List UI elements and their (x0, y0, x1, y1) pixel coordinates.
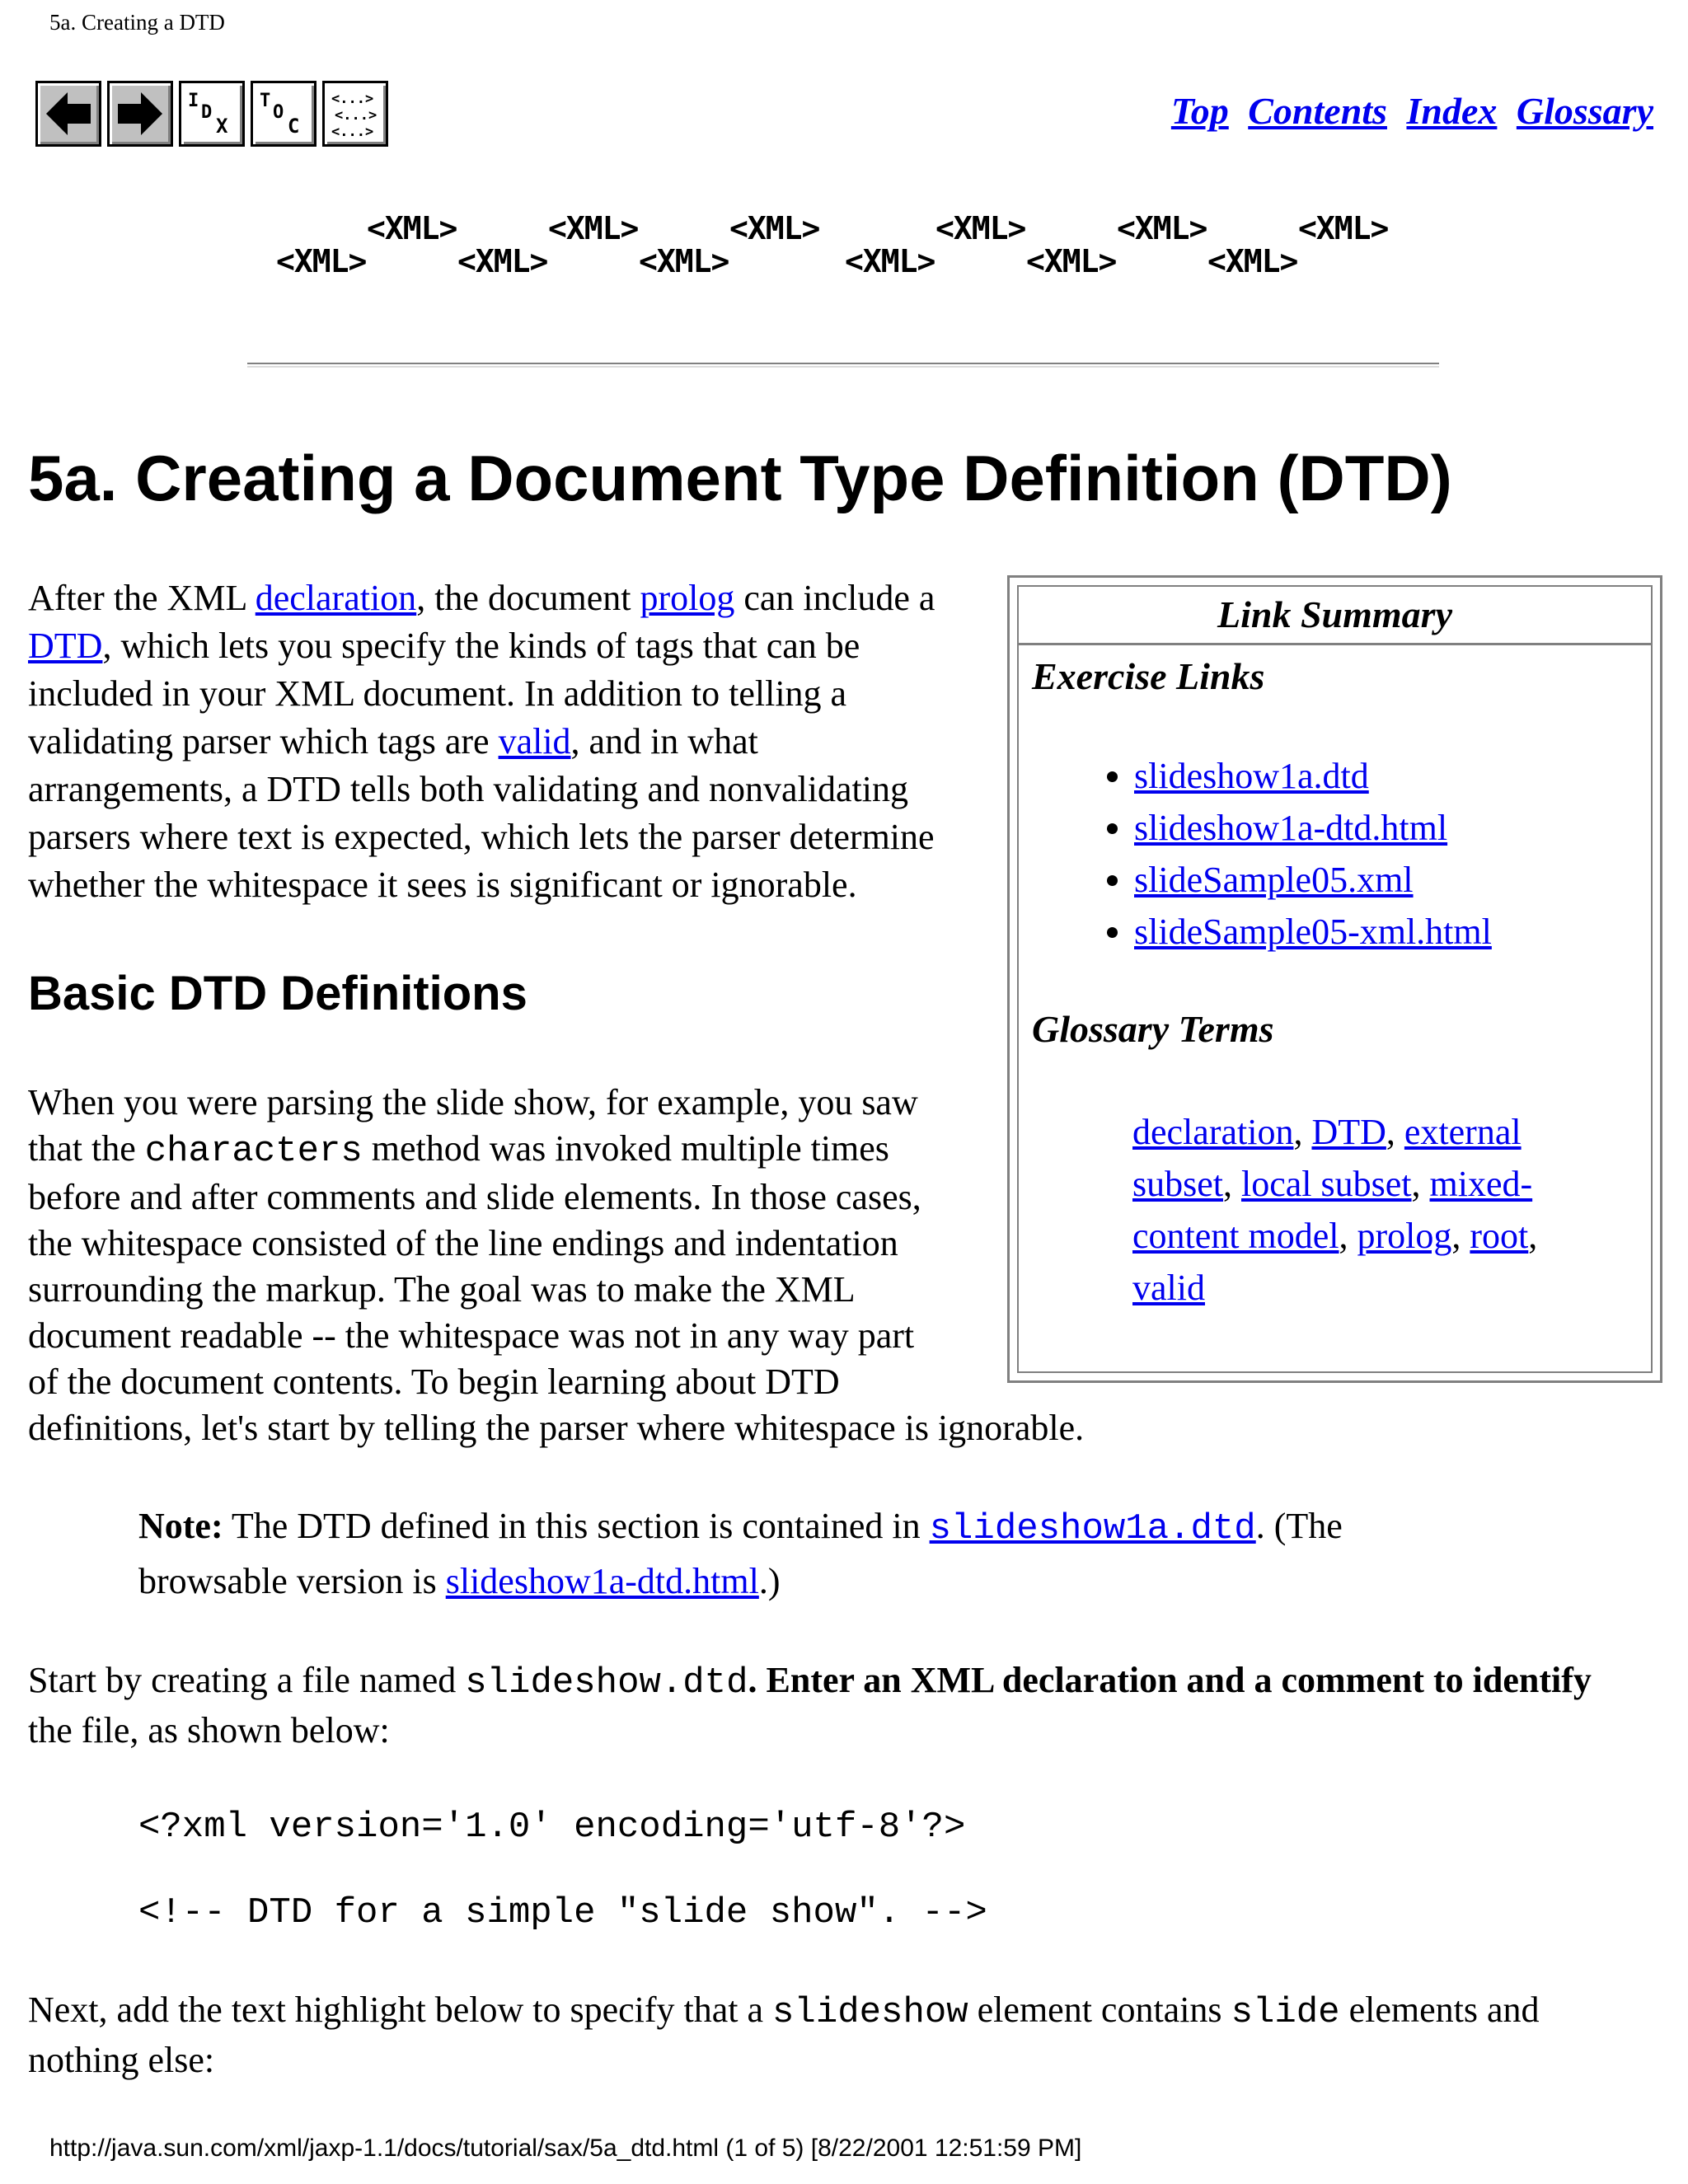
exercise-links-heading: Exercise Links (1032, 655, 1265, 697)
list-item (1134, 802, 1492, 854)
declaration-link[interactable]: declaration (255, 578, 417, 618)
idx-icon (183, 85, 241, 143)
start-paragraph (28, 1657, 1668, 1755)
intro-line: whether the whitespace it sees is significant or ignorable. (28, 865, 857, 905)
intro-line: validating parser which tags are valid, and in what (28, 721, 758, 762)
prolog-link[interactable]: prolog (640, 578, 735, 618)
basic-line: of the document contents. To begin learning about DTD (28, 1361, 840, 1402)
xml-tag-glyph: <XML> (548, 210, 639, 246)
contents-link[interactable]: Contents (1248, 90, 1387, 132)
note-line: Note: The DTD defined in this section is contained in slideshow1a.dtd. (The (138, 1506, 1343, 1549)
xml-tag-glyph: <XML> (1026, 243, 1117, 279)
note-line: browsable version is slideshow1a-dtd.html.) (138, 1561, 781, 1601)
basic-line: definitions, let's start by telling the parser where whitespace is ignorable. (28, 1408, 1085, 1448)
next-line: nothing else: (28, 2040, 215, 2080)
note-label: Note: (138, 1506, 223, 1546)
svg-text:<...>: <...> (331, 91, 374, 107)
xml-tag-glyph: <XML> (1117, 210, 1207, 246)
basic-line: before and after comments and slide elements. In those cases, (28, 1177, 921, 1217)
list-item (1134, 750, 1492, 802)
glossary-term-link[interactable]: external subset (1132, 1112, 1522, 1204)
inline-code: slide (1231, 1992, 1340, 2033)
glossary-button[interactable] (322, 81, 388, 147)
svg-text:C: C (288, 115, 300, 138)
horizontal-rule (247, 363, 1439, 368)
next-line: Next, add the text highlight below to specify that a slideshow element contains slide elements and (28, 1990, 1540, 2033)
next-paragraph (28, 1986, 1668, 2084)
xml-tag-glyph: <XML> (457, 243, 548, 279)
glossary-term-link[interactable]: prolog (1357, 1216, 1452, 1256)
link-summary-inner (1017, 585, 1653, 1373)
intro-paragraph (28, 574, 1009, 909)
glossary-link[interactable]: Glossary (1516, 90, 1653, 132)
glossary-term-link[interactable]: local subset (1241, 1164, 1412, 1204)
slidesample05-xml-html-link[interactable]: slideSample05-xml.html (1134, 912, 1492, 952)
link-summary-box (1007, 575, 1662, 1383)
glossary-term-link[interactable]: valid (1132, 1268, 1205, 1308)
inline-code: characters (144, 1131, 363, 1172)
toc-button[interactable] (251, 81, 316, 147)
xml-tag-glyph: <XML> (935, 210, 1026, 246)
running-head: 5a. Creating a DTD (49, 10, 225, 35)
code-line-comment: <!-- DTD for a simple "slide show". --> (138, 1892, 987, 1933)
xml-tag-glyph: <XML> (276, 243, 367, 279)
toc-icon (255, 85, 312, 143)
basic-line: surrounding the markup. The goal was to make the XML (28, 1269, 856, 1310)
intro-line: arrangements, a DTD tells both validating and nonvalidating (28, 769, 908, 809)
page-title: 5a. Creating a Document Type Definition (DTD) (28, 442, 1452, 514)
previous-button[interactable] (35, 81, 101, 147)
inline-code: slideshow (772, 1992, 968, 2033)
basic-line: the whitespace consisted of the line endings and indentation (28, 1223, 898, 1263)
intro-line: included in your XML document. In addition to telling a (28, 673, 847, 714)
xml-tag-glyph: <XML> (845, 243, 935, 279)
basic-line: that the characters method was invoked multiple times (28, 1128, 889, 1172)
slideshow1a-dtd-code-link[interactable]: slideshow1a.dtd (929, 1508, 1256, 1549)
glossary-terms-heading: Glossary Terms (1032, 1008, 1274, 1050)
exercise-links-list (1101, 750, 1492, 958)
glossary-term-link[interactable]: root (1470, 1216, 1529, 1256)
top-link[interactable]: Top (1170, 90, 1229, 132)
code-line-xml-declaration: <?xml version='1.0' encoding='utf-8'?> (138, 1807, 966, 1848)
intro-line: After the XML declaration, the document prolog can include a (28, 578, 935, 618)
intro-line: parsers where text is expected, which lets the parser determine (28, 817, 935, 857)
list-item (1134, 906, 1492, 958)
xml-tag-glyph: <XML> (639, 243, 729, 279)
slideshow1a-dtd-link[interactable]: slideshow1a.dtd (1134, 756, 1369, 796)
glossary-term-link[interactable]: mixed-content model (1132, 1164, 1533, 1256)
svg-text:I: I (188, 91, 199, 111)
xml-tag-glyph: <XML> (729, 210, 820, 246)
inline-code: slideshow.dtd (465, 1662, 748, 1704)
basic-line: document readable -- the whitespace was not in any way part (28, 1315, 915, 1356)
intro-line: DTD, which lets you specify the kinds of tags that can be (28, 626, 860, 666)
start-line: Start by creating a file named slideshow.dtd. Enter an XML declaration and a comment to identify (28, 1660, 1592, 1704)
xml-tag-glyph: <XML> (1298, 210, 1389, 246)
dtd-link[interactable]: DTD (28, 626, 103, 666)
slideshow1a-dtd-html-link[interactable]: slideshow1a-dtd.html (1134, 808, 1448, 848)
next-button[interactable] (107, 81, 173, 147)
basic-line: When you were parsing the slide show, for example, you saw (28, 1082, 918, 1122)
link-summary-heading: Link Summary (1019, 587, 1651, 645)
page-footer-url: http://java.sun.com/xml/jaxp-1.1/docs/tutorial/sax/5a_dtd.html (1 of 5) [8/22/2001 12:51:59 PM] (49, 2135, 1082, 2162)
glossary-terms-list: declaration, DTD, external subset, local subset, mixed-content model, prolog, root, valid (1132, 1112, 1538, 1308)
top-nav-links (1161, 89, 1653, 133)
index-button[interactable] (179, 81, 245, 147)
valid-link[interactable]: valid (498, 721, 571, 762)
svg-text:O: O (273, 102, 284, 123)
svg-text:D: D (201, 102, 213, 123)
list-item (1134, 854, 1492, 906)
glossary-braces-icon (326, 85, 384, 143)
start-line: the file, as shown below: (28, 1710, 390, 1750)
note-block (138, 1500, 1540, 1607)
section-heading: Basic DTD Definitions (28, 967, 528, 1020)
svg-text:T: T (260, 91, 271, 111)
svg-text:<...>: <...> (331, 124, 374, 140)
glossary-term-link[interactable]: DTD (1311, 1112, 1386, 1152)
svg-text:X: X (216, 115, 228, 138)
svg-text:<...>: <...> (335, 107, 377, 124)
slidesample05-xml-link[interactable]: slideSample05.xml (1134, 860, 1414, 900)
browsable-version-link[interactable]: slideshow1a-dtd.html (445, 1561, 759, 1601)
left-arrow-icon (43, 88, 94, 139)
glossary-term-link[interactable]: declaration (1132, 1112, 1294, 1152)
nav-button-bar (35, 81, 394, 147)
xml-tag-glyph: <XML> (1207, 243, 1298, 279)
index-link[interactable]: Index (1406, 90, 1498, 132)
xml-tag-glyph: <XML> (367, 210, 457, 246)
right-arrow-icon (115, 88, 166, 139)
